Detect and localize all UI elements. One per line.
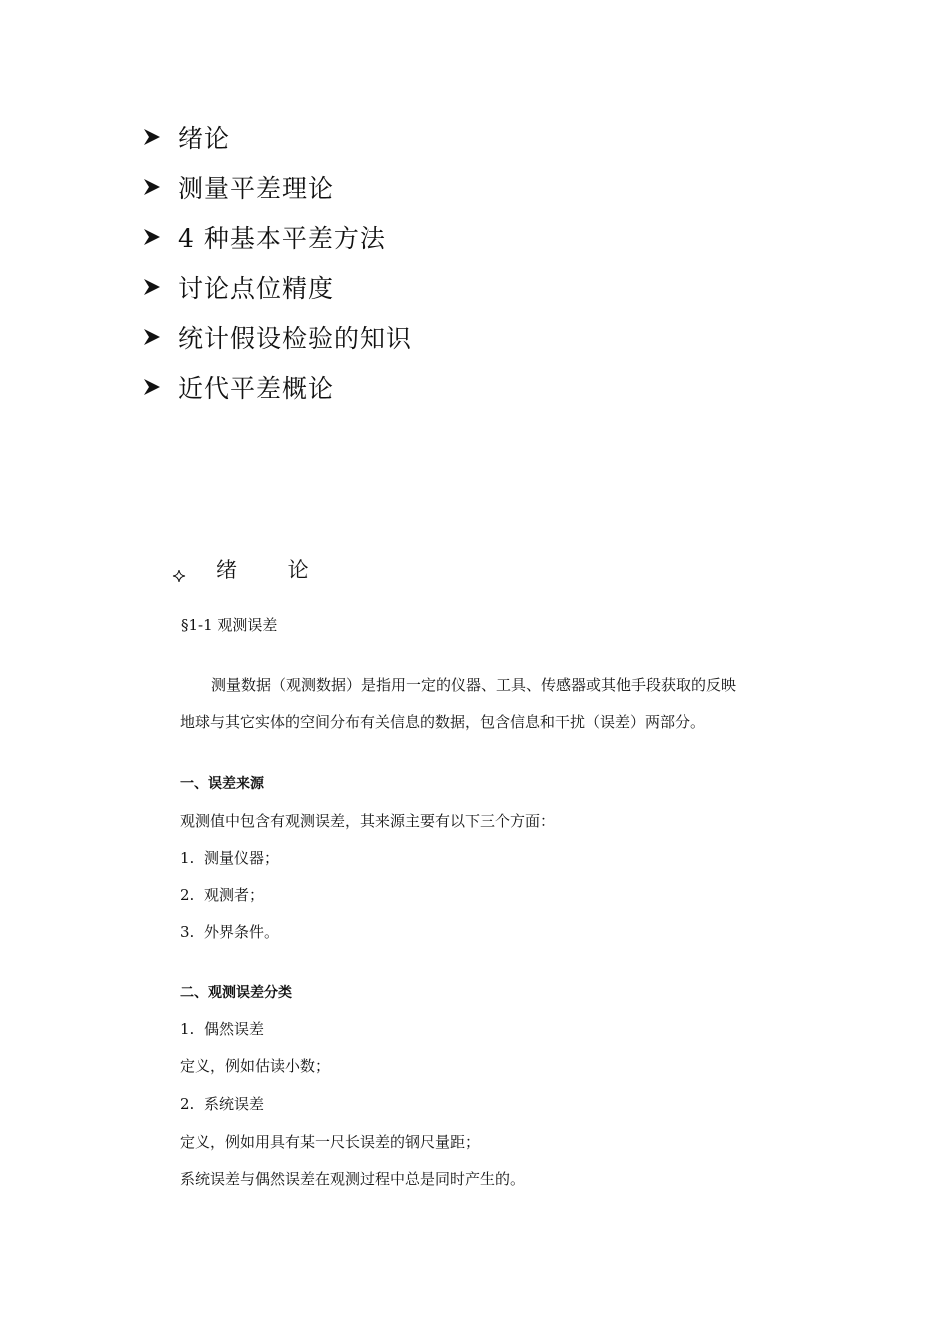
list-item xyxy=(180,884,264,905)
toc-item-label: 讨论点位精度 xyxy=(178,274,335,303)
toc-item xyxy=(143,362,412,412)
table-of-contents xyxy=(143,112,412,412)
toc-item-label: 4 种基本平差方法 xyxy=(178,224,386,253)
list-number: 3. xyxy=(180,923,195,941)
arrow-bullet-icon xyxy=(143,277,161,297)
definition-text: 定义，例如估读小数； xyxy=(180,1057,331,1075)
intro-line-1: 测量数据（观测数据）是指用一定的仪器、工具、传感器或其他手段获取的反映 xyxy=(211,676,737,694)
list-item xyxy=(180,1018,264,1039)
part1-heading: 一、误差来源 xyxy=(180,776,264,792)
definition-text: 定义，例如用具有某一尺长误差的钢尺量距； xyxy=(180,1133,481,1151)
toc-item xyxy=(143,262,412,312)
list-number: 1. xyxy=(180,1020,195,1038)
arrow-bullet-icon xyxy=(143,377,161,397)
list-item xyxy=(180,921,279,942)
intro-paragraph xyxy=(180,667,780,741)
list-number: 2. xyxy=(180,1095,195,1113)
arrow-bullet-icon xyxy=(143,327,161,347)
section-title: §1-1 观测误差 xyxy=(181,616,278,634)
toc-item xyxy=(143,162,412,212)
arrow-bullet-icon xyxy=(143,227,161,247)
arrow-bullet-icon xyxy=(143,177,161,197)
list-item xyxy=(180,1093,264,1114)
list-text: 外界条件。 xyxy=(204,923,280,941)
list-item xyxy=(180,847,279,868)
chapter-heading xyxy=(172,554,331,584)
toc-item xyxy=(143,312,412,362)
part2-heading: 二、观测误差分类 xyxy=(180,985,292,1001)
list-number: 2. xyxy=(180,886,195,904)
toc-item-label: 测量平差理论 xyxy=(178,174,335,203)
part1-lead: 观测值中包含有观测误差，其来源主要有以下三个方面： xyxy=(180,812,556,830)
toc-item-label: 近代平差概论 xyxy=(178,374,335,403)
list-text: 偶然误差 xyxy=(204,1020,265,1038)
list-text: 系统误差 xyxy=(204,1095,265,1113)
toc-item-label: 绪论 xyxy=(178,124,231,153)
list-number: 1. xyxy=(180,849,195,867)
toc-item xyxy=(143,212,412,262)
list-text: 测量仪器； xyxy=(204,849,280,867)
toc-item-label: 统计假设检验的知识 xyxy=(178,324,413,353)
note-text: 系统误差与偶然误差在观测过程中总是同时产生的。 xyxy=(180,1170,526,1188)
diamond-bullet-icon xyxy=(172,569,186,583)
list-text: 观测者； xyxy=(204,886,265,904)
arrow-bullet-icon xyxy=(143,127,161,147)
chapter-title: 绪 论 xyxy=(216,558,331,582)
toc-item xyxy=(143,112,412,162)
intro-line-2: 地球与其它实体的空间分布有关信息的数据，包含信息和干扰（误差）两部分。 xyxy=(180,713,706,731)
